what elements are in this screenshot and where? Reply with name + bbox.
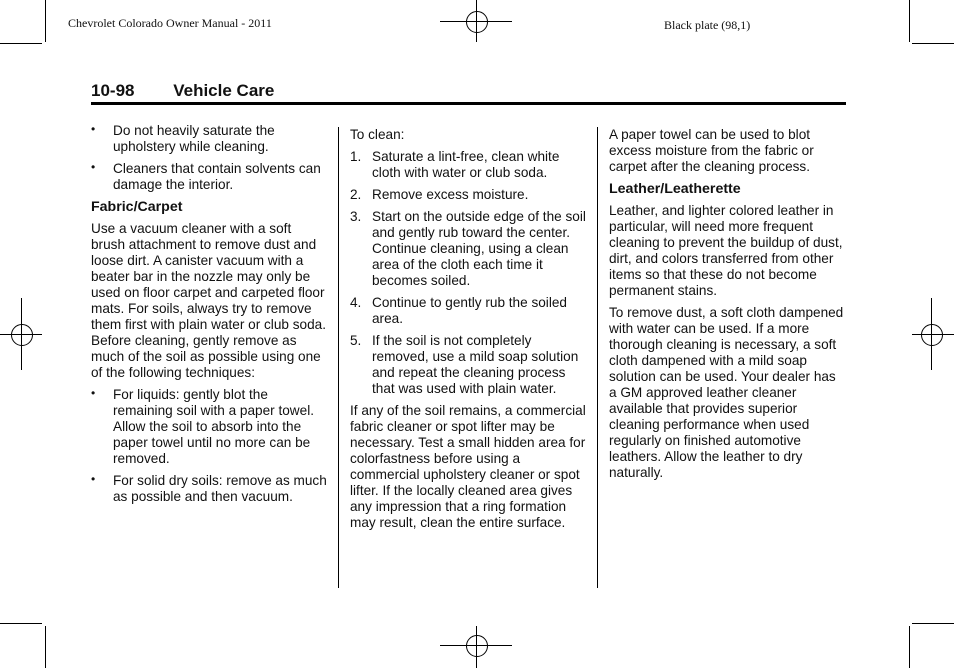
plate-label: Black plate (98,1) — [664, 18, 751, 32]
paragraph: To clean: — [350, 127, 405, 142]
list-item: • Cleaners that contain solvents can damage the interior. — [91, 160, 321, 192]
list-item: • For liquids: gently blot the remaining soil with a paper towel. Allow the soil to absorb into the paper towel until no more can be removed. — [91, 386, 314, 466]
column-divider — [597, 127, 598, 588]
paragraph: A paper towel can be used to blot excess moisture from the fabric or carpet after the cleaning process. — [609, 127, 814, 174]
column-2 — [350, 127, 588, 537]
list-item: 5. If the soil is not completely removed, use a mild soap solution and repeat the cleaning process that was used with plain water. — [350, 333, 579, 396]
title-rule — [91, 102, 846, 105]
list-item: 3. Start on the outside edge of the soil and gently rub toward the center. Continue cleaning, using a clean area of the cloth each time it becomes soiled. — [350, 209, 586, 288]
list-item: 1. Saturate a lint-free, clean white cloth with water or club soda. — [350, 149, 560, 180]
list-item: 4. Continue to gently rub the soiled area. — [350, 295, 567, 326]
list-item: • For solid dry soils: remove as much as possible and then vacuum. — [91, 472, 327, 504]
column-3 — [609, 127, 847, 487]
list-item: • Do not heavily saturate the upholstery while cleaning. — [91, 122, 275, 154]
page-title — [91, 81, 274, 101]
list-item: 2. Remove excess moisture. — [350, 187, 529, 202]
column-divider — [338, 127, 339, 588]
paragraph: To remove dust, a soft cloth dampened with water can be used. If a more thorough cleaning is necessary, a soft cloth dampened with a mild soap solution can be used. Your dealer has a GM approved leather cleaner available that provides superior cleaning performance when used regularly on finished automotive leathers. Allow the leather to dry naturally. — [609, 305, 844, 480]
column-1 — [91, 123, 327, 511]
heading-fabric-carpet: Fabric/Carpet — [91, 199, 183, 215]
page-number: 10-98 — [91, 81, 135, 100]
paragraph: If any of the soil remains, a commercial fabric cleaner or spot lifter may be necessary. Test a small hidden area for colorfastness before using a commercial upholstery cleaner or spot lifter. If the locally cleaned area gives any impression that a ring formation may result, clean the entire surface. — [350, 403, 586, 530]
manual-title: Chevrolet Colorado Owner Manual - 2011 — [68, 16, 272, 30]
paragraph: Leather, and lighter colored leather in particular, will need more frequent cleaning to prevent the buildup of dust, dirt, and colors transferred from other items so that these do not become permanent stains. — [609, 203, 843, 298]
section-title: Vehicle Care — [173, 81, 275, 100]
paragraph: Use a vacuum cleaner with a soft brush attachment to remove dust and loose dirt. A canister vacuum with a beater bar in the nozzle may only be used on floor carpet and carpeted floor mats. For soils, always try to remove them first with plain water or club soda. Before cleaning, gently remove as much of the soil as possible using one of the following techniques: — [91, 221, 326, 380]
heading-leather: Leather/Leatherette — [609, 181, 741, 197]
